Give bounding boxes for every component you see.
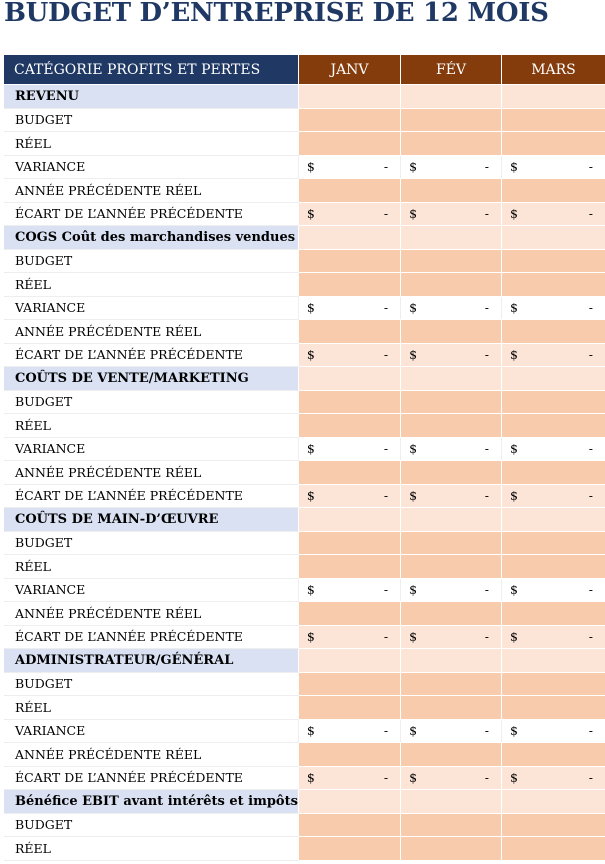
zero-dash: - [383,206,389,222]
zero-dash: - [484,629,489,645]
value-cell-mars[interactable] [501,766,605,790]
row-label[interactable]: ANNÉE PRÉCÉDENTE RÉEL [4,602,298,626]
zero-dash: - [588,206,593,222]
table-row [4,484,605,508]
value-cell-janv[interactable] [298,743,400,767]
section-label[interactable] [4,367,298,391]
row-label[interactable]: VARIANCE [4,578,298,602]
currency-symbol: $ [409,441,418,457]
row-label[interactable]: VARIANCE [4,155,298,179]
value-cell-fev[interactable] [401,296,502,320]
currency-value [502,582,605,597]
section-cell-fev[interactable] [401,367,502,391]
value-cell-fev[interactable] [401,696,502,720]
currency-symbol: $ [306,582,315,598]
currency-value [401,347,501,362]
value-cell-mars[interactable] [501,437,605,461]
currency-value [502,347,605,362]
section-cell-mars[interactable] [501,367,605,391]
currency-value [502,723,605,738]
section-title: Bénéfice EBIT avant intérêts et impôts [15,793,298,809]
value-cell-janv[interactable] [298,202,400,226]
value-cell-fev[interactable] [401,743,502,767]
zero-dash: - [383,629,389,645]
currency-symbol: $ [509,159,518,175]
value-cell-janv[interactable] [298,813,400,837]
value-cell-mars[interactable] [501,696,605,720]
currency-symbol: $ [509,441,518,457]
value-cell-janv[interactable] [298,108,400,132]
section-cell-fev[interactable] [401,226,502,250]
section-label[interactable] [4,649,298,673]
currency-value [299,300,400,315]
row-label[interactable]: VARIANCE [4,437,298,461]
zero-dash: - [383,488,389,504]
zero-dash: - [484,159,489,175]
value-cell-mars[interactable] [501,202,605,226]
row-label[interactable]: ANNÉE PRÉCÉDENTE RÉEL [4,320,298,344]
value-cell-janv[interactable] [298,625,400,649]
currency-symbol: $ [306,159,315,175]
zero-dash: - [383,347,389,363]
row-label[interactable]: ÉCART DE L’ANNÉE PRÉCÉDENTE [4,484,298,508]
value-cell-mars[interactable] [501,578,605,602]
zero-dash: - [484,441,489,457]
value-cell-janv[interactable] [298,320,400,344]
table-row [4,273,605,297]
value-cell-fev[interactable] [401,813,502,837]
currency-value [299,629,400,644]
value-cell-fev[interactable] [401,719,502,743]
value-cell-fev[interactable] [401,320,502,344]
currency-symbol: $ [409,582,418,598]
currency-value [401,159,501,174]
table-row [4,320,605,344]
currency-symbol: $ [306,206,315,222]
currency-symbol: $ [409,488,418,504]
value-cell-fev[interactable] [401,155,502,179]
row-label[interactable]: BUDGET [4,672,298,696]
value-cell-fev[interactable] [401,578,502,602]
value-cell-janv[interactable] [298,837,400,861]
value-cell-fev[interactable] [401,202,502,226]
currency-symbol: $ [409,159,418,175]
currency-value [401,723,501,738]
section-cell-mars[interactable] [501,226,605,250]
table-row [4,837,605,861]
currency-symbol: $ [306,770,315,786]
currency-symbol: $ [409,629,418,645]
row-label[interactable]: ANNÉE PRÉCÉDENTE RÉEL [4,179,298,203]
value-cell-fev[interactable] [401,108,502,132]
section-row-cogs-cout-des-marchandises-vendues [4,226,605,250]
table-row [4,343,605,367]
header-row [4,55,605,85]
currency-value [299,347,400,362]
section-cell-fev[interactable] [401,649,502,673]
table-row [4,414,605,438]
value-cell-mars[interactable] [501,108,605,132]
row-label[interactable]: VARIANCE [4,296,298,320]
zero-dash: - [588,582,593,598]
row-label[interactable]: ÉCART DE L’ANNÉE PRÉCÉDENTE [4,625,298,649]
section-cell-fev[interactable] [401,790,502,814]
zero-dash: - [588,347,593,363]
section-row-benefice-ebit-avant-interets-et-impots [4,790,605,814]
row-label[interactable]: ANNÉE PRÉCÉDENTE RÉEL [4,461,298,485]
currency-value [299,159,400,174]
value-cell-mars[interactable] [501,249,605,273]
table-row [4,132,605,156]
currency-value [502,488,605,503]
value-cell-janv[interactable] [298,437,400,461]
table-row [4,766,605,790]
value-cell-mars[interactable] [501,320,605,344]
value-cell-mars[interactable] [501,625,605,649]
value-cell-fev[interactable] [401,555,502,579]
value-cell-mars[interactable] [501,555,605,579]
zero-dash: - [588,770,593,786]
currency-symbol: $ [509,582,518,598]
zero-dash: - [588,488,593,504]
zero-dash: - [383,770,389,786]
value-cell-fev[interactable] [401,132,502,156]
currency-value [299,206,400,221]
value-cell-janv[interactable] [298,578,400,602]
row-label[interactable]: ÉCART DE L’ANNÉE PRÉCÉDENTE [4,202,298,226]
table-row [4,625,605,649]
value-cell-mars[interactable] [501,273,605,297]
row-label[interactable]: BUDGET [4,531,298,555]
currency-value [502,300,605,315]
value-cell-janv[interactable] [298,132,400,156]
zero-dash: - [484,582,489,598]
currency-symbol: $ [509,300,518,316]
section-cell-janv[interactable] [298,85,400,109]
zero-dash: - [484,206,489,222]
value-cell-mars[interactable] [501,390,605,414]
value-cell-mars[interactable] [501,179,605,203]
value-cell-mars[interactable] [501,132,605,156]
value-cell-janv[interactable] [298,602,400,626]
row-label[interactable]: ÉCART DE L’ANNÉE PRÉCÉDENTE [4,766,298,790]
currency-value [299,488,400,503]
value-cell-janv[interactable] [298,249,400,273]
currency-value [502,159,605,174]
currency-value [401,300,501,315]
currency-value [502,206,605,221]
header-month-fev[interactable]: FÉV [401,55,502,85]
currency-symbol: $ [409,206,418,222]
zero-dash: - [484,347,489,363]
value-cell-fev[interactable] [401,343,502,367]
row-label[interactable]: BUDGET [4,813,298,837]
section-title: COÛTS DE VENTE/MARKETING [15,370,249,386]
table-row [4,390,605,414]
zero-dash: - [383,441,389,457]
table-row [4,578,605,602]
table-row [4,672,605,696]
table-row [4,696,605,720]
value-cell-fev[interactable] [401,766,502,790]
section-cell-mars[interactable] [501,649,605,673]
value-cell-mars[interactable] [501,155,605,179]
value-cell-janv[interactable] [298,296,400,320]
value-cell-fev[interactable] [401,531,502,555]
table-row [4,249,605,273]
section-cell-janv[interactable] [298,508,400,532]
table-row [4,296,605,320]
currency-value [299,582,400,597]
value-cell-mars[interactable] [501,719,605,743]
header-category[interactable]: CATÉGORIE PROFITS ET PERTES [4,55,298,85]
zero-dash: - [383,582,389,598]
section-title: COGS Coût des marchandises vendues [15,229,296,245]
value-cell-mars[interactable] [501,743,605,767]
row-label[interactable]: VARIANCE [4,719,298,743]
value-cell-fev[interactable] [401,437,502,461]
currency-symbol: $ [509,770,518,786]
currency-value [401,629,501,644]
zero-dash: - [588,300,593,316]
value-cell-mars[interactable] [501,837,605,861]
header-month-mars[interactable]: MARS [501,55,605,85]
value-cell-fev[interactable] [401,484,502,508]
value-cell-fev[interactable] [401,461,502,485]
currency-symbol: $ [306,723,315,739]
currency-symbol: $ [509,629,518,645]
zero-dash: - [383,300,389,316]
section-label[interactable] [4,226,298,250]
table-body [4,85,605,861]
value-cell-janv[interactable] [298,766,400,790]
currency-value [401,770,501,785]
value-cell-fev[interactable] [401,273,502,297]
section-label[interactable] [4,790,298,814]
value-cell-fev[interactable] [401,837,502,861]
page-title: BUDGET D’ENTREPRISE DE 12 MOIS [4,0,549,28]
currency-symbol: $ [509,723,518,739]
currency-symbol: $ [306,441,315,457]
row-label[interactable]: BUDGET [4,390,298,414]
value-cell-fev[interactable] [401,249,502,273]
row-label[interactable]: RÉEL [4,696,298,720]
budget-table [4,55,605,861]
value-cell-fev[interactable] [401,625,502,649]
table-row [4,155,605,179]
row-label[interactable]: ÉCART DE L’ANNÉE PRÉCÉDENTE [4,343,298,367]
table-row [4,602,605,626]
value-cell-janv[interactable] [298,179,400,203]
section-label[interactable] [4,508,298,532]
section-label[interactable] [4,85,298,109]
currency-value [401,441,501,456]
value-cell-janv[interactable] [298,719,400,743]
table-row [4,179,605,203]
currency-symbol: $ [306,300,315,316]
currency-symbol: $ [306,629,315,645]
row-label[interactable]: RÉEL [4,273,298,297]
value-cell-fev[interactable] [401,179,502,203]
value-cell-janv[interactable] [298,531,400,555]
zero-dash: - [588,723,593,739]
value-cell-fev[interactable] [401,672,502,696]
value-cell-janv[interactable] [298,672,400,696]
value-cell-janv[interactable] [298,484,400,508]
table-row [4,202,605,226]
section-cell-mars[interactable] [501,85,605,109]
section-title: REVENU [15,88,79,104]
row-label[interactable]: BUDGET [4,108,298,132]
currency-symbol: $ [509,488,518,504]
zero-dash: - [484,770,489,786]
row-label[interactable]: RÉEL [4,414,298,438]
row-label[interactable]: ANNÉE PRÉCÉDENTE RÉEL [4,743,298,767]
section-row-couts-de-vente-marketing [4,367,605,391]
value-cell-mars[interactable] [501,813,605,837]
row-label[interactable]: RÉEL [4,132,298,156]
value-cell-mars[interactable] [501,296,605,320]
value-cell-janv[interactable] [298,390,400,414]
currency-symbol: $ [409,770,418,786]
currency-value [401,206,501,221]
value-cell-fev[interactable] [401,602,502,626]
row-label[interactable]: BUDGET [4,249,298,273]
table-row [4,813,605,837]
value-cell-mars[interactable] [501,484,605,508]
value-cell-janv[interactable] [298,414,400,438]
value-cell-mars[interactable] [501,602,605,626]
currency-value [502,441,605,456]
zero-dash: - [484,488,489,504]
currency-value [299,770,400,785]
value-cell-mars[interactable] [501,461,605,485]
section-row-revenu [4,85,605,109]
value-cell-janv[interactable] [298,461,400,485]
value-cell-mars[interactable] [501,414,605,438]
currency-symbol: $ [409,347,418,363]
currency-symbol: $ [409,723,418,739]
zero-dash: - [588,159,593,175]
currency-value [299,723,400,738]
value-cell-janv[interactable] [298,273,400,297]
zero-dash: - [383,723,389,739]
value-cell-janv[interactable] [298,155,400,179]
currency-symbol: $ [306,488,315,504]
value-cell-mars[interactable] [501,672,605,696]
currency-value [299,441,400,456]
value-cell-janv[interactable] [298,555,400,579]
section-cell-fev[interactable] [401,85,502,109]
currency-value [401,582,501,597]
section-cell-fev[interactable] [401,508,502,532]
zero-dash: - [484,300,489,316]
currency-value [401,488,501,503]
value-cell-fev[interactable] [401,414,502,438]
section-title: ADMINISTRATEUR/GÉNÉRAL [15,652,234,668]
currency-symbol: $ [509,347,518,363]
table-row [4,555,605,579]
zero-dash: - [588,629,593,645]
value-cell-janv[interactable] [298,696,400,720]
currency-value [502,770,605,785]
section-row-administrateur-general [4,649,605,673]
zero-dash: - [383,159,389,175]
value-cell-mars[interactable] [501,531,605,555]
section-cell-mars[interactable] [501,790,605,814]
table-row [4,461,605,485]
table-row [4,437,605,461]
currency-symbol: $ [409,300,418,316]
table-row [4,108,605,132]
section-cell-janv[interactable] [298,790,400,814]
currency-symbol: $ [509,206,518,222]
table-row [4,719,605,743]
row-label[interactable]: RÉEL [4,837,298,861]
value-cell-janv[interactable] [298,343,400,367]
section-title: COÛTS DE MAIN-D’ŒUVRE [15,511,219,527]
section-cell-mars[interactable] [501,508,605,532]
section-cell-janv[interactable] [298,226,400,250]
header-month-janv[interactable]: JANV [298,55,400,85]
row-label[interactable]: RÉEL [4,555,298,579]
value-cell-mars[interactable] [501,343,605,367]
table-row [4,531,605,555]
section-cell-janv[interactable] [298,367,400,391]
currency-value [502,629,605,644]
value-cell-fev[interactable] [401,390,502,414]
zero-dash: - [484,723,489,739]
zero-dash: - [588,441,593,457]
currency-symbol: $ [306,347,315,363]
table-row [4,743,605,767]
section-cell-janv[interactable] [298,649,400,673]
section-row-couts-de-main-d-uvre [4,508,605,532]
